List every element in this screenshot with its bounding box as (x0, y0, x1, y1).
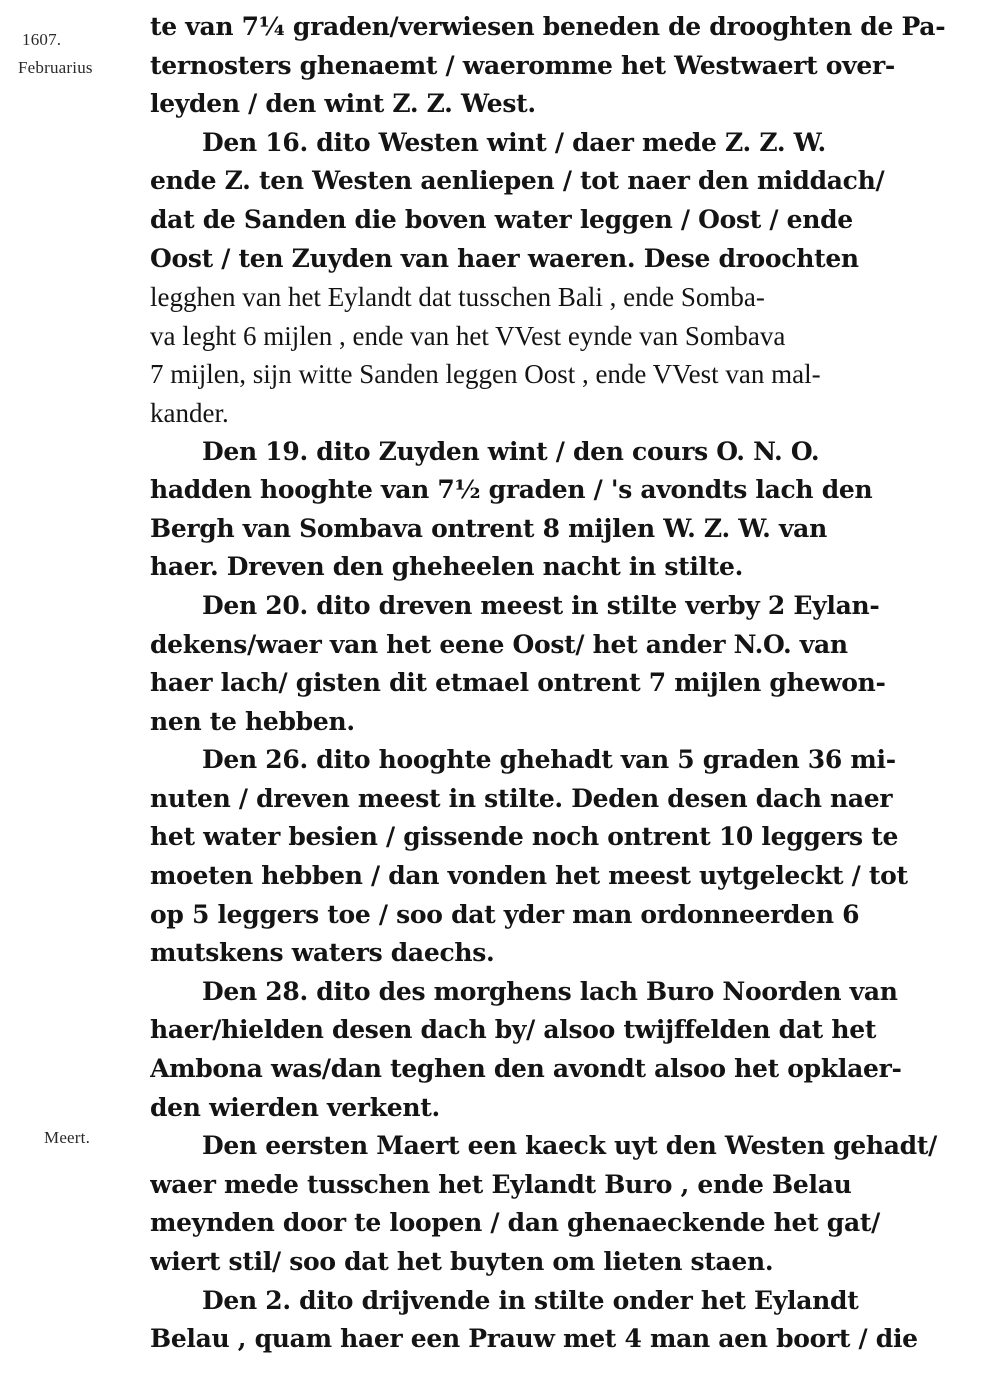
text-line: hadden hooghte van 7½ graden / 's avondts lach den (150, 475, 873, 505)
text-line: leyden / den wint Z. Z. West. (150, 89, 536, 119)
text-line: Den 2. dito drijvende in stilte onder het Eylandt (202, 1285, 859, 1315)
text-line: Den 19. dito Zuyden wint / den cours O. N. O. (202, 436, 820, 466)
text-line: wiert stil/ soo dat het buyten om lieten staen. (150, 1247, 774, 1276)
text-line: meynden door te loopen / dan ghenaeckende het gat/ (150, 1208, 880, 1238)
journal-paragraph (150, 587, 996, 741)
text-line: Bergh van Sombava ontrent 8 mijlen W. Z. W. van (150, 513, 827, 543)
text-line: mutskens waters daechs. (150, 938, 495, 968)
text-line: Ambona was/dan teghen den avondt alsoo het opklaer- (150, 1054, 902, 1084)
text-line: haer/hielden desen dach by/ alsoo twijffelden dat het (150, 1015, 877, 1045)
journal-text (150, 8, 996, 1359)
text-line: dekens/waer van het eene Oost/ het ander N.O. van (150, 629, 848, 659)
text-line: dat de Sanden die boven water leggen / Oost / ende (150, 204, 853, 234)
journal-paragraph (150, 433, 996, 587)
text-line: haer. Dreven den gheheelen nacht in stilte. (150, 552, 744, 582)
text-line: Den 20. dito dreven meest in stilte verby 2 Eylan- (202, 590, 880, 620)
text-line: va leght 6 mijlen , ende van het VVest eynde van Sombava (150, 320, 786, 351)
text-line: ternosters ghenaemt / waeromme het Westwaert over- (150, 50, 895, 80)
margin-note-year: 1607. (22, 30, 62, 49)
text-line: het water besien / gissende noch ontrent 10 leggers te (150, 822, 899, 852)
journal-paragraph (150, 1282, 996, 1359)
text-line: nen te hebben. (150, 706, 355, 736)
margin-note-month: Meert. (44, 1128, 91, 1147)
text-line: moeten hebben / dan vonden het meest uytgeleckt / tot (150, 861, 908, 891)
text-line: Den 26. dito hooghte ghehadt van 5 graden 36 mi- (202, 745, 896, 775)
text-line: haer lach/ gisten dit etmael ontrent 7 mijlen ghewon- (150, 668, 886, 698)
journal-paragraph (150, 124, 996, 433)
text-line: nuten / dreven meest in stilte. Deden desen dach naer (150, 783, 893, 813)
text-line: Oost / ten Zuyden van haer waeren. Dese droochten (150, 243, 859, 273)
text-line: legghen van het Eylandt dat tusschen Bali , ende Somba- (150, 282, 765, 313)
text-line: den wierden verkent. (150, 1092, 440, 1122)
text-line: te van 7¼ graden/verwiesen beneden de drooghten de Pa- (150, 12, 946, 41)
text-line: kander. (150, 397, 229, 428)
margin-note-month: Februarius (18, 58, 93, 77)
text-line: Den 16. dito Westen wint / daer mede Z. Z. W. (202, 127, 826, 157)
text-line: Den 28. dito des morghens lach Buro Noorden van (202, 976, 898, 1006)
text-line: ende Z. ten Westen aenliepen / tot naer den middach/ (150, 166, 885, 196)
text-line: Belau , quam haer een Prauw met 4 man aen boort / die (150, 1324, 918, 1354)
journal-paragraph (150, 741, 996, 973)
text-line: op 5 leggers toe / soo dat yder man ordonneerden 6 (150, 899, 860, 929)
journal-paragraph (150, 1127, 996, 1281)
text-line: waer mede tusschen het Eylandt Buro , ende Belau (150, 1169, 852, 1199)
text-line: Den eersten Maert een kaeck uyt den Westen gehadt/ (202, 1131, 937, 1161)
text-line: 7 mijlen, sijn witte Sanden leggen Oost , ende VVest van mal- (150, 359, 821, 390)
journal-paragraph (150, 973, 996, 1127)
journal-paragraph (150, 8, 996, 124)
